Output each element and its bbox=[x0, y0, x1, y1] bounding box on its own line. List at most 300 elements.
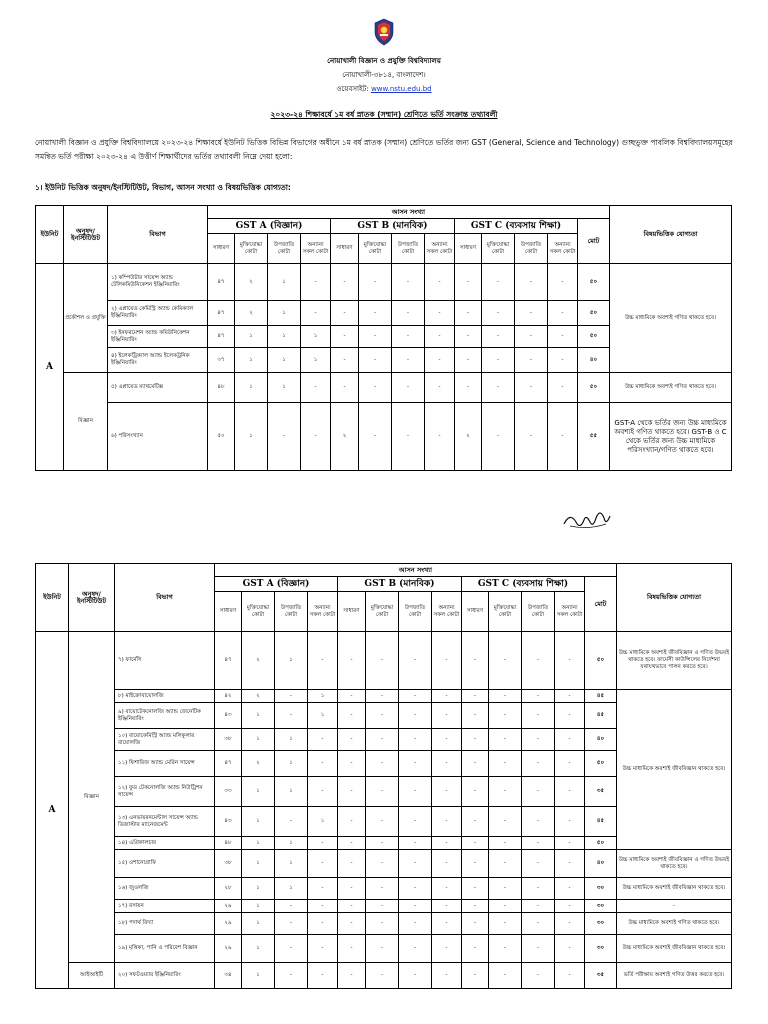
seat-cell: ২৯ bbox=[215, 935, 242, 963]
table-row bbox=[36, 935, 732, 963]
seat-cell: - bbox=[359, 373, 392, 403]
th-department-2: বিভাগ bbox=[115, 564, 215, 632]
th-gst-c-2: GST C (ব্যবসায় শিক্ষা) bbox=[462, 577, 585, 592]
seat-cell: ২৮ bbox=[215, 878, 242, 900]
seat-cell: ৪৮ bbox=[215, 837, 242, 850]
th-seats: আসন সংখ্যা bbox=[208, 206, 610, 219]
department-cell: ১১) ফিশারিজ অ্যান্ড মেরিন সায়েন্স bbox=[115, 751, 215, 777]
seat-cell: - bbox=[462, 935, 489, 963]
seat-cell: - bbox=[399, 751, 432, 777]
seat-cell: - bbox=[425, 326, 455, 348]
total-cell: ৩৫ bbox=[585, 963, 617, 989]
seat-cell: ৩৪ bbox=[215, 963, 242, 989]
seat-cell: - bbox=[338, 751, 366, 777]
seat-cell: - bbox=[366, 837, 399, 850]
department-cell: ৮) মাইক্রোবায়োলজি bbox=[115, 690, 215, 703]
th-gst-c-other-quota: অন্যান্য সকল কোটা bbox=[555, 592, 585, 632]
seat-cell: - bbox=[522, 913, 555, 935]
seat-cell: - bbox=[482, 373, 515, 403]
table-row bbox=[36, 878, 732, 900]
seat-cell: - bbox=[331, 301, 359, 326]
seat-cell: - bbox=[489, 729, 522, 751]
seat-cell: ৪৭ bbox=[208, 301, 235, 326]
seat-cell: ৪৭ bbox=[208, 326, 235, 348]
th-gst-a-freedom-fighter-quota: মুক্তিযোদ্ধা কোটা bbox=[235, 234, 268, 264]
website-label: ওয়েবসাইট: bbox=[336, 85, 369, 93]
total-cell: ৪০ bbox=[585, 850, 617, 878]
seat-table-1 bbox=[35, 205, 732, 471]
seat-cell: - bbox=[399, 935, 432, 963]
th-gst-b-freedom-fighter-quota: মুক্তিযোদ্ধা কোটা bbox=[366, 592, 399, 632]
seat-cell: - bbox=[548, 373, 578, 403]
seat-cell: - bbox=[548, 403, 578, 471]
th-unit: ইউনিট bbox=[36, 206, 64, 264]
department-cell: ৭) ফার্মেসি bbox=[115, 632, 215, 690]
department-cell: ১৫) ওশানোগ্রাফি bbox=[115, 850, 215, 878]
th-gst-b: GST B (মানবিক) bbox=[331, 219, 455, 234]
seat-cell: - bbox=[275, 935, 308, 963]
seat-cell: - bbox=[489, 935, 522, 963]
seat-cell: ১ bbox=[275, 632, 308, 690]
th-gst-b-other-quota: অন্যান্য সকল কোটা bbox=[432, 592, 462, 632]
seat-cell: - bbox=[359, 301, 392, 326]
th-total-2: মোট bbox=[585, 577, 617, 632]
seat-cell: - bbox=[522, 751, 555, 777]
seat-cell: ১ bbox=[242, 935, 275, 963]
seat-cell: - bbox=[308, 777, 338, 807]
seat-cell: - bbox=[308, 632, 338, 690]
seat-cell: - bbox=[432, 807, 462, 837]
website-link[interactable]: www.nstu.edu.bd bbox=[371, 85, 432, 93]
seat-cell: - bbox=[489, 963, 522, 989]
seat-cell: - bbox=[548, 301, 578, 326]
total-cell: ৪৫ bbox=[585, 807, 617, 837]
seat-cell: ১ bbox=[275, 878, 308, 900]
total-cell: ৫৫ bbox=[578, 403, 610, 471]
th-gst-c-tribal-quota: উপজাতি কোটা bbox=[522, 592, 555, 632]
seat-cell: - bbox=[425, 348, 455, 373]
th-gst-c-freedom-fighter-quota: মুক্তিযোদ্ধা কোটা bbox=[489, 592, 522, 632]
seat-cell: - bbox=[331, 348, 359, 373]
seat-cell: - bbox=[359, 348, 392, 373]
seat-cell: - bbox=[555, 690, 585, 703]
seat-cell: ৪২ bbox=[215, 690, 242, 703]
th-faculty-2: অনুষদ/ ইনস্টিটিউট bbox=[69, 564, 115, 632]
seat-cell: - bbox=[515, 348, 548, 373]
th-requirement: বিষয়ভিত্তিক যোগ্যতা bbox=[610, 206, 732, 264]
table-row bbox=[36, 632, 732, 690]
department-cell: ১৭) রসায়ন bbox=[115, 900, 215, 913]
seat-cell: ১ bbox=[242, 900, 275, 913]
seat-cell: - bbox=[515, 326, 548, 348]
th-gst-c-general: সাধারণ bbox=[455, 234, 482, 264]
seat-cell: - bbox=[462, 837, 489, 850]
total-cell: ৫০ bbox=[585, 837, 617, 850]
seat-cell: - bbox=[548, 326, 578, 348]
seat-cell: - bbox=[489, 878, 522, 900]
seat-cell: - bbox=[331, 373, 359, 403]
seat-cell: - bbox=[275, 807, 308, 837]
seat-cell: - bbox=[522, 703, 555, 729]
department-cell: ১) কম্পিউটার সায়েন্স অ্যান্ড টেলিকমিউনিকেশন ইঞ্জিনিয়ারিং bbox=[108, 264, 208, 301]
seat-cell: ১ bbox=[242, 777, 275, 807]
table-row bbox=[36, 373, 732, 403]
seat-cell: - bbox=[338, 807, 366, 837]
seat-cell: - bbox=[522, 878, 555, 900]
seat-cell: - bbox=[555, 935, 585, 963]
seat-cell: - bbox=[555, 729, 585, 751]
total-cell: ৫০ bbox=[578, 301, 610, 326]
signature bbox=[560, 504, 616, 534]
seat-cell: - bbox=[462, 878, 489, 900]
faculty-cell: বিজ্ঞান bbox=[64, 373, 108, 471]
th-gst-a-general: সাধারণ bbox=[215, 592, 242, 632]
seat-cell: - bbox=[455, 373, 482, 403]
department-cell: ১২) ফুড টেকনোলজি অ্যান্ড নিউট্রিশন সায়েন্স bbox=[115, 777, 215, 807]
total-cell: ৩০ bbox=[585, 900, 617, 913]
seat-cell: - bbox=[555, 807, 585, 837]
seat-cell: ৪৮ bbox=[208, 373, 235, 403]
seat-cell: - bbox=[425, 403, 455, 471]
department-cell: ৫) এপ্লায়েড ম্যাথমেটিক্স bbox=[108, 373, 208, 403]
seat-cell: ১ bbox=[301, 348, 331, 373]
seat-cell: - bbox=[392, 301, 425, 326]
th-gst-b-freedom-fighter-quota: মুক্তিযোদ্ধা কোটা bbox=[359, 234, 392, 264]
seat-cell: ৪৩ bbox=[215, 703, 242, 729]
seat-cell: ১ bbox=[308, 690, 338, 703]
seat-cell: - bbox=[301, 264, 331, 301]
seat-cell: - bbox=[462, 913, 489, 935]
requirement-cell: GST-A থেকে ভর্তির জন্য উচ্চ মাধ্যমিকে অবশ্যই গণিত থাকতে হবে। GST-B ও C থেকে ভর্তির জন্য উচ্চ মাধ্যমিকে পরিসংখ্যান/গণিত থাকতে হবে। bbox=[610, 403, 732, 471]
requirement-cell: - bbox=[617, 900, 732, 913]
th-gst-a-other-quota: অন্যান্য সকল কোটা bbox=[301, 234, 331, 264]
seat-cell: - bbox=[522, 850, 555, 878]
total-cell: ৪০ bbox=[578, 348, 610, 373]
requirement-cell: ভর্তি পরীক্ষায় অবশ্যই গণিত উত্তর করতে হবে। bbox=[617, 963, 732, 989]
seat-cell: - bbox=[338, 729, 366, 751]
seat-cell: - bbox=[522, 729, 555, 751]
seat-cell: - bbox=[455, 348, 482, 373]
seat-cell: - bbox=[338, 850, 366, 878]
requirement-cell: উচ্চ মাধ্যমিকে অবশ্যই গণিত থাকতে হবে। bbox=[610, 264, 732, 373]
th-gst-a-other-quota: অন্যান্য সকল কোটা bbox=[308, 592, 338, 632]
seat-cell: - bbox=[275, 703, 308, 729]
seat-cell: - bbox=[515, 301, 548, 326]
seat-cell: - bbox=[462, 729, 489, 751]
seat-cell: - bbox=[555, 878, 585, 900]
seat-cell: - bbox=[515, 264, 548, 301]
seat-cell: - bbox=[275, 913, 308, 935]
table-row bbox=[36, 913, 732, 935]
seat-cell: - bbox=[522, 837, 555, 850]
seat-cell: - bbox=[399, 703, 432, 729]
seat-cell: - bbox=[338, 690, 366, 703]
total-cell: ৫০ bbox=[585, 632, 617, 690]
website-line bbox=[0, 84, 768, 94]
seat-cell: ৩৭ bbox=[208, 348, 235, 373]
department-cell: ৬) পরিসংখ্যান bbox=[108, 403, 208, 471]
seat-cell: - bbox=[462, 850, 489, 878]
th-gst-b-tribal-quota: উপজাতি কোটা bbox=[392, 234, 425, 264]
seat-cell: - bbox=[366, 913, 399, 935]
faculty-cell: প্রকৌশল ও প্রযুক্তি bbox=[64, 264, 108, 373]
seat-cell: - bbox=[432, 935, 462, 963]
seat-cell: - bbox=[366, 935, 399, 963]
seat-cell: - bbox=[308, 913, 338, 935]
seat-cell: - bbox=[338, 777, 366, 807]
th-gst-c-other-quota: অন্যান্য সকল কোটা bbox=[548, 234, 578, 264]
table-row bbox=[36, 403, 732, 471]
seat-cell: ১ bbox=[235, 373, 268, 403]
seat-cell: - bbox=[555, 632, 585, 690]
seat-cell: - bbox=[555, 850, 585, 878]
seat-cell: - bbox=[399, 690, 432, 703]
seat-cell: - bbox=[522, 935, 555, 963]
seat-cell: - bbox=[338, 837, 366, 850]
seat-cell: - bbox=[548, 348, 578, 373]
seat-cell: - bbox=[482, 403, 515, 471]
seat-cell: - bbox=[399, 807, 432, 837]
total-cell: ৪৫ bbox=[585, 690, 617, 703]
seat-cell: - bbox=[366, 807, 399, 837]
seat-cell: - bbox=[366, 690, 399, 703]
seat-cell: ৩৮ bbox=[215, 729, 242, 751]
seat-cell: ১ bbox=[268, 373, 301, 403]
seat-cell: - bbox=[482, 348, 515, 373]
seat-cell: - bbox=[455, 264, 482, 301]
th-gst-a-freedom-fighter-quota: মুক্তিযোদ্ধা কোটা bbox=[242, 592, 275, 632]
department-cell: ১৯) মৃত্তিকা, পানি ও পরিবেশ বিজ্ঞান bbox=[115, 935, 215, 963]
seat-cell: - bbox=[399, 850, 432, 878]
seat-cell: ১ bbox=[308, 703, 338, 729]
unit-cell: A bbox=[36, 264, 64, 471]
seat-cell: - bbox=[432, 703, 462, 729]
seat-cell: - bbox=[432, 878, 462, 900]
seat-cell: - bbox=[462, 690, 489, 703]
seat-cell: - bbox=[331, 264, 359, 301]
seat-cell: - bbox=[308, 837, 338, 850]
seat-cell: - bbox=[432, 913, 462, 935]
seat-cell: - bbox=[308, 935, 338, 963]
seat-cell: - bbox=[462, 807, 489, 837]
seat-cell: - bbox=[366, 963, 399, 989]
seat-cell: - bbox=[555, 963, 585, 989]
th-total: মোট bbox=[578, 219, 610, 264]
requirement-cell: উচ্চ মাধ্যমিকে অবশ্যই জীববিজ্ঞান ও গণিত উভয়ই থাকতে হবে। bbox=[617, 850, 732, 878]
university-address: নোয়াখালী-৩৮১৪, বাংলাদেশ। bbox=[342, 71, 426, 79]
total-cell: ৩৫ bbox=[585, 777, 617, 807]
total-cell: ৫০ bbox=[578, 373, 610, 403]
th-gst-a-tribal-quota: উপজাতি কোটা bbox=[268, 234, 301, 264]
seat-cell: - bbox=[489, 703, 522, 729]
seat-cell: - bbox=[359, 403, 392, 471]
department-cell: ৯) বায়োটেকনোলজি অ্যান্ড জেনেটিক ইঞ্জিনিয়ারিং bbox=[115, 703, 215, 729]
seat-cell: ৪৭ bbox=[208, 264, 235, 301]
seat-cell: ১ bbox=[235, 326, 268, 348]
seat-cell: - bbox=[399, 837, 432, 850]
seat-cell: ১ bbox=[275, 777, 308, 807]
requirement-cell: উচ্চ মাধ্যমিকে অবশ্যই জীববিজ্ঞান থাকতে হবে। bbox=[617, 690, 732, 850]
seat-cell: - bbox=[275, 690, 308, 703]
seat-cell: - bbox=[432, 837, 462, 850]
th-gst-c-general: সাধারণ bbox=[462, 592, 489, 632]
seat-cell: - bbox=[392, 348, 425, 373]
seat-cell: - bbox=[301, 301, 331, 326]
seat-cell: ২ bbox=[242, 632, 275, 690]
faculty-cell: আইআইটি bbox=[69, 963, 115, 989]
total-cell: ৫০ bbox=[578, 264, 610, 301]
department-cell: ১০) বায়োকেমিস্ট্রি অ্যান্ড মলিকুলার বায়োলজি bbox=[115, 729, 215, 751]
seat-cell: - bbox=[555, 703, 585, 729]
requirement-cell: উচ্চ মাধ্যমিকে অবশ্যই জীববিজ্ঞান ও গণিত উভয়ই থাকতে হবে। ফার্মেসী কাউন্সিলের নির্দেশনা যথাযথভাবে পালন করতে হবে। bbox=[617, 632, 732, 690]
seat-cell: - bbox=[366, 900, 399, 913]
seat-cell: - bbox=[338, 632, 366, 690]
seat-cell: - bbox=[399, 632, 432, 690]
seat-cell: - bbox=[489, 900, 522, 913]
seat-cell: - bbox=[331, 326, 359, 348]
th-gst-a-tribal-quota: উপজাতি কোটা bbox=[275, 592, 308, 632]
seat-cell: - bbox=[275, 963, 308, 989]
seat-cell: ২ bbox=[235, 301, 268, 326]
requirement-cell: উচ্চ মাধ্যমিকে অবশ্যই গণিত থাকতে হবে। bbox=[610, 373, 732, 403]
seat-cell: - bbox=[399, 900, 432, 913]
seat-cell: - bbox=[462, 632, 489, 690]
seat-cell: ৪৭ bbox=[215, 751, 242, 777]
th-unit-2: ইউনিট bbox=[36, 564, 69, 632]
seat-cell: - bbox=[425, 301, 455, 326]
th-gst-a-2: GST A (বিজ্ঞান) bbox=[215, 577, 338, 592]
seat-cell: - bbox=[432, 690, 462, 703]
seat-cell: ১ bbox=[242, 963, 275, 989]
seat-cell: ২ bbox=[455, 403, 482, 471]
seat-cell: ১ bbox=[308, 807, 338, 837]
seat-cell: - bbox=[555, 777, 585, 807]
th-gst-b-2: GST B (মানবিক) bbox=[338, 577, 462, 592]
requirement-cell: উচ্চ মাধ্যমিকে অবশ্যই গণিত থাকতে হবে। bbox=[617, 913, 732, 935]
th-gst-b-other-quota: অন্যান্য সকল কোটা bbox=[425, 234, 455, 264]
university-name: নোয়াখালী বিজ্ঞান ও প্রযুক্তি বিশ্ববিদ্যালয় bbox=[327, 57, 441, 65]
seat-cell: ১ bbox=[235, 348, 268, 373]
seat-cell: - bbox=[366, 850, 399, 878]
seat-cell: - bbox=[432, 777, 462, 807]
seat-cell: - bbox=[366, 777, 399, 807]
seat-cell: ২ bbox=[235, 264, 268, 301]
seat-table-2 bbox=[35, 563, 732, 989]
seat-cell: ১ bbox=[301, 326, 331, 348]
seat-cell: - bbox=[462, 900, 489, 913]
seat-cell: - bbox=[462, 963, 489, 989]
seat-cell: - bbox=[522, 777, 555, 807]
seat-cell: - bbox=[425, 373, 455, 403]
department-cell: ১৩) এনভায়রনমেন্টাল সায়েন্স অ্যান্ড ডিজাস্টার ম্যানেজমেন্ট bbox=[115, 807, 215, 837]
seat-cell: - bbox=[462, 751, 489, 777]
th-gst-c-freedom-fighter-quota: মুক্তিযোদ্ধা কোটা bbox=[482, 234, 515, 264]
seat-cell: - bbox=[399, 777, 432, 807]
table-row bbox=[36, 850, 732, 878]
seat-cell: ১ bbox=[242, 878, 275, 900]
th-faculty: অনুষদ/ ইনস্টিটিউট bbox=[64, 206, 108, 264]
seat-cell: ১ bbox=[235, 403, 268, 471]
th-gst-b-tribal-quota: উপজাতি কোটা bbox=[399, 592, 432, 632]
th-seats-2: আসন সংখ্যা bbox=[215, 564, 617, 577]
seat-cell: - bbox=[555, 913, 585, 935]
seat-cell: - bbox=[308, 878, 338, 900]
seat-cell: - bbox=[359, 264, 392, 301]
seat-cell: ১ bbox=[275, 850, 308, 878]
total-cell: ৩০ bbox=[585, 878, 617, 900]
seat-cell: - bbox=[399, 729, 432, 751]
seat-cell: ১ bbox=[275, 751, 308, 777]
table-row bbox=[36, 264, 732, 301]
seat-cell: ১ bbox=[275, 729, 308, 751]
th-gst-c-tribal-quota: উপজাতি কোটা bbox=[515, 234, 548, 264]
th-gst-a: GST A (বিজ্ঞান) bbox=[208, 219, 331, 234]
seat-cell: - bbox=[555, 837, 585, 850]
seat-cell: - bbox=[399, 963, 432, 989]
seat-cell: ১ bbox=[242, 703, 275, 729]
total-cell: ৪০ bbox=[585, 729, 617, 751]
seat-cell: - bbox=[489, 913, 522, 935]
department-cell: ৩) ইনফরমেশন অ্যান্ড কমিউনিকেশন ইঞ্জিনিয়ারিং bbox=[108, 326, 208, 348]
seat-cell: - bbox=[462, 703, 489, 729]
seat-cell: - bbox=[308, 850, 338, 878]
seat-cell: - bbox=[338, 963, 366, 989]
th-gst-a-general: সাধারণ bbox=[208, 234, 235, 264]
seat-cell: - bbox=[366, 878, 399, 900]
seat-cell: - bbox=[489, 632, 522, 690]
total-cell: ৩০ bbox=[585, 935, 617, 963]
seat-cell: - bbox=[522, 963, 555, 989]
seat-cell: ১ bbox=[242, 850, 275, 878]
seat-cell: ১ bbox=[268, 348, 301, 373]
seat-cell: - bbox=[432, 963, 462, 989]
seat-cell: ১ bbox=[242, 837, 275, 850]
th-gst-b-general: সাধারণ bbox=[331, 234, 359, 264]
department-cell: ১৪) এগ্রিকালচার bbox=[115, 837, 215, 850]
total-cell: ৫০ bbox=[578, 326, 610, 348]
th-gst-b-general: সাধারণ bbox=[338, 592, 366, 632]
department-cell: ১৮) পদার্থ বিদ্যা bbox=[115, 913, 215, 935]
department-cell: ২০) সফটওয়্যার ইঞ্জিনিয়ারিং bbox=[115, 963, 215, 989]
seat-cell: - bbox=[548, 264, 578, 301]
seat-cell: - bbox=[338, 935, 366, 963]
table-row bbox=[36, 900, 732, 913]
seat-cell: - bbox=[366, 729, 399, 751]
seat-cell: - bbox=[392, 373, 425, 403]
seat-cell: - bbox=[275, 900, 308, 913]
seat-cell: - bbox=[432, 751, 462, 777]
th-department: বিভাগ bbox=[108, 206, 208, 264]
seat-cell: ২৯ bbox=[215, 900, 242, 913]
seat-cell: - bbox=[432, 632, 462, 690]
seat-cell: ১ bbox=[275, 837, 308, 850]
total-cell: ৪৫ bbox=[585, 703, 617, 729]
seat-cell: - bbox=[338, 878, 366, 900]
seat-cell: - bbox=[455, 301, 482, 326]
seat-cell: ৪৭ bbox=[215, 632, 242, 690]
seat-cell: - bbox=[308, 751, 338, 777]
seat-cell: - bbox=[489, 751, 522, 777]
seat-cell: ১ bbox=[242, 913, 275, 935]
intro-paragraph: নোয়াখালী বিজ্ঞান ও প্রযুক্তি বিশ্ববিদ্যালয়ে ২০২৩-২৪ শিক্ষাবর্ষে ইউনিট ভিত্তিক বিভিন্ন বিভাগের অধীনে ১ম বর্ষ স্নাতক (সম্মান) শ্রেণিতে ভর্তির জন্য GST (General, Science and Technology) গুচ্ছভুক্ত পাবলিক বিশ্ববিদ্যালয়সমূহের সমন্বিত ভর্তি পরীক্ষা ২০২৩-২৪ এ উত্তীর্ণ শিক্ষার্থীদের ভর্তির তথ্যাবলী নিম্নে দেয়া হলো: bbox=[35, 138, 733, 161]
seat-cell: ১ bbox=[268, 264, 301, 301]
seat-cell: - bbox=[338, 913, 366, 935]
total-cell: ৩০ bbox=[585, 913, 617, 935]
requirement-cell: উচ্চ মাধ্যমিকে অবশ্যই জীববিজ্ঞান থাকতে হবে। bbox=[617, 935, 732, 963]
faculty-cell: বিজ্ঞান bbox=[69, 632, 115, 963]
seat-cell: - bbox=[522, 632, 555, 690]
seat-cell: - bbox=[308, 963, 338, 989]
